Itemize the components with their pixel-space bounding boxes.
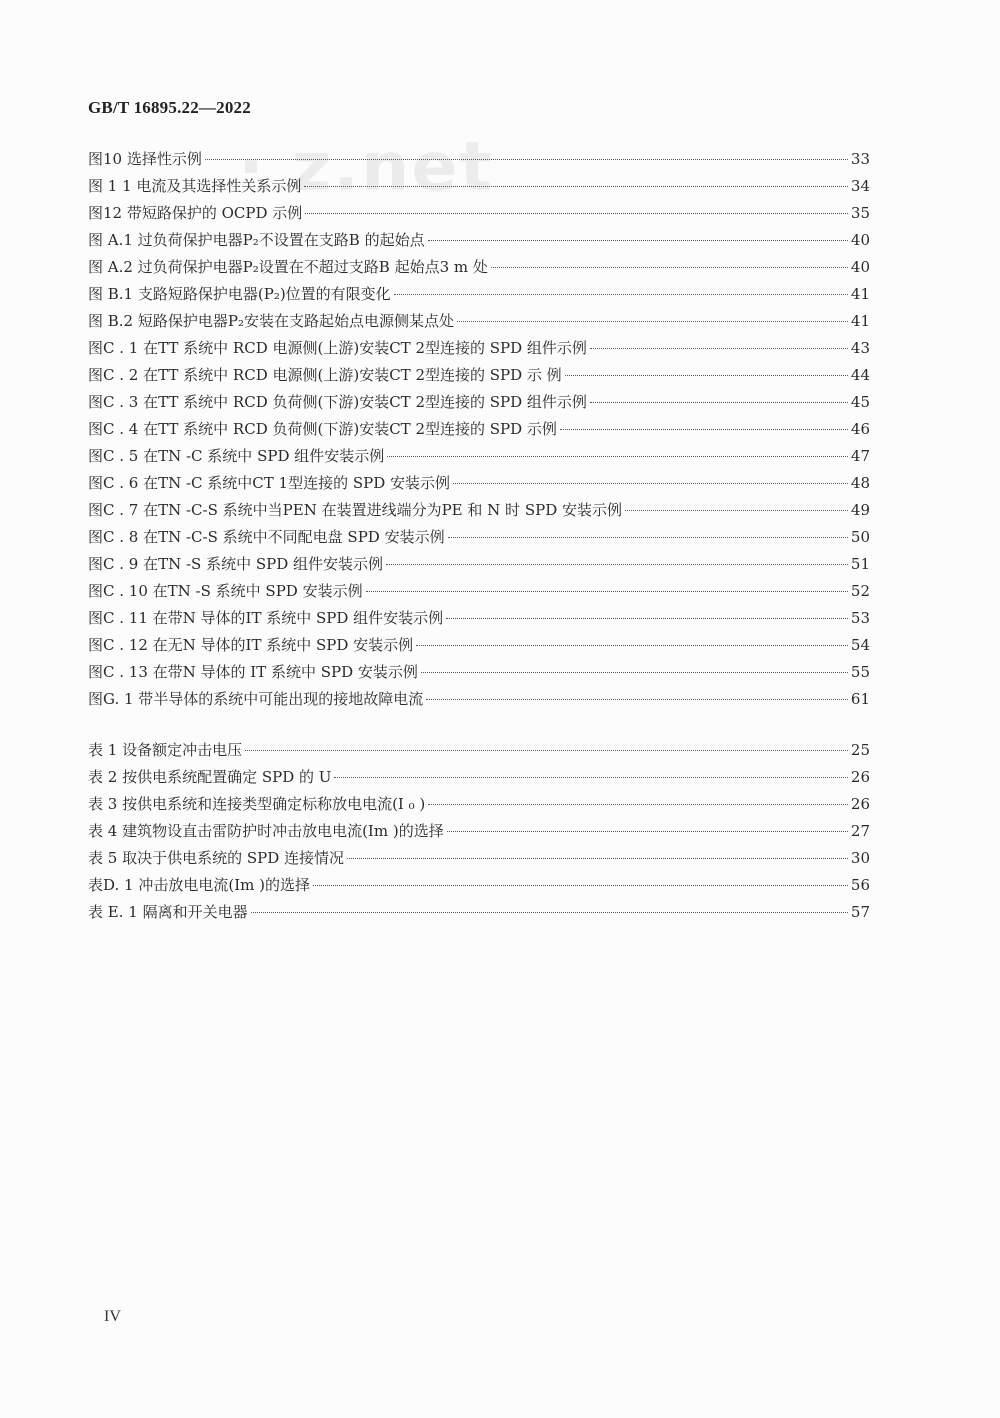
dot-leader — [428, 240, 848, 241]
entry-title: 图C . 9 在TN -S 系统中 SPD 组件安装示例 — [88, 555, 384, 573]
entry-title: 图C . 1 在TT 系统中 RCD 电源侧(上游)安装CT 2型连接的 SPD 组件示例 — [88, 339, 587, 357]
entry-page-number: 30 — [850, 849, 870, 867]
entry-page-number: 56 — [850, 876, 870, 894]
figure-entry[interactable] — [88, 524, 870, 551]
dot-leader — [448, 537, 848, 538]
figure-entry[interactable] — [88, 146, 870, 173]
dot-leader — [446, 618, 848, 619]
entry-title: 图 A.2 过负荷保护电器P₂设置在不超过支路B 起始点3 m 处 — [88, 258, 488, 276]
figure-entry[interactable] — [88, 659, 870, 686]
entry-title: 图C . 8 在TN -C-S 系统中不同配电盘 SPD 安装示例 — [88, 528, 445, 546]
dot-leader — [366, 591, 848, 592]
dot-leader — [491, 267, 848, 268]
page-number: IV — [104, 1308, 121, 1325]
entry-page-number: 61 — [850, 690, 870, 708]
dot-leader — [386, 564, 848, 565]
dot-leader — [205, 159, 848, 160]
entry-page-number: 54 — [850, 636, 870, 654]
dot-leader — [245, 750, 848, 751]
dot-leader — [394, 294, 848, 295]
figure-entry[interactable] — [88, 308, 870, 335]
entry-page-number: 33 — [850, 150, 870, 168]
entry-page-number: 26 — [850, 768, 870, 786]
entry-title: 图G. 1 带半导体的系统中可能出现的接地故障电流 — [88, 690, 424, 708]
table-entry[interactable] — [88, 764, 870, 791]
watermark: · z.net — [238, 128, 494, 207]
entry-page-number: 43 — [850, 339, 870, 357]
dot-leader — [447, 831, 848, 832]
table-entry[interactable] — [88, 845, 870, 872]
table-entry[interactable] — [88, 791, 870, 818]
figure-entry[interactable] — [88, 443, 870, 470]
entry-page-number: 57 — [850, 903, 870, 921]
entry-page-number: 50 — [850, 528, 870, 546]
figure-list — [88, 146, 870, 713]
table-entry[interactable] — [88, 899, 870, 926]
figure-entry[interactable] — [88, 173, 870, 200]
entry-title: 图10 选择性示例 — [88, 150, 202, 168]
entry-title: 图 A.1 过负荷保护电器P₂不设置在支路B 的起始点 — [88, 231, 425, 249]
dot-leader — [387, 456, 848, 457]
figure-entry[interactable] — [88, 686, 870, 713]
entry-title: 图 B.2 短路保护电器P₂安装在支路起始点电源侧某点处 — [88, 312, 454, 330]
entry-page-number: 48 — [850, 474, 870, 492]
dot-leader — [416, 645, 848, 646]
entry-page-number: 46 — [850, 420, 870, 438]
entry-title: 表 3 按供电系统和连接类型确定标称放电电流(I ₀ ) — [88, 795, 426, 813]
entry-page-number: 25 — [850, 741, 870, 759]
dot-leader — [426, 699, 848, 700]
table-entry[interactable] — [88, 737, 870, 764]
entry-title: 图C . 2 在TT 系统中 RCD 电源侧(上游)安装CT 2型连接的 SPD 示 例 — [88, 366, 562, 384]
figure-entry[interactable] — [88, 632, 870, 659]
figure-entry[interactable] — [88, 497, 870, 524]
entry-page-number: 26 — [850, 795, 870, 813]
entry-title: 表 5 取决于供电系统的 SPD 连接情况 — [88, 849, 345, 867]
entry-title: 图C . 13 在带N 导体的 IT 系统中 SPD 安装示例 — [88, 663, 418, 681]
dot-leader — [428, 804, 848, 805]
entry-title: 图 1 1 电流及其选择性关系示例 — [88, 177, 302, 195]
entry-title: 表 1 设备额定冲击电压 — [88, 741, 243, 759]
dot-leader — [625, 510, 848, 511]
entry-page-number: 27 — [850, 822, 870, 840]
entry-title: 图C . 11 在带N 导体的IT 系统中 SPD 组件安装示例 — [88, 609, 444, 627]
standard-code: GB/T 16895.22—2022 — [88, 98, 251, 117]
figure-entry[interactable] — [88, 416, 870, 443]
figure-entry[interactable] — [88, 281, 870, 308]
figure-entry[interactable] — [88, 335, 870, 362]
dot-leader — [590, 348, 848, 349]
figure-entry[interactable] — [88, 362, 870, 389]
entry-title: 表 2 按供电系统配置确定 SPD 的 U — [88, 768, 332, 786]
dot-leader — [457, 321, 848, 322]
figure-entry[interactable] — [88, 578, 870, 605]
table-entry[interactable] — [88, 872, 870, 899]
entry-title: 表 E. 1 隔离和开关电器 — [88, 903, 248, 921]
figure-entry[interactable] — [88, 254, 870, 281]
entry-page-number: 45 — [850, 393, 870, 411]
entry-page-number: 51 — [850, 555, 870, 573]
entry-page-number: 55 — [850, 663, 870, 681]
dot-leader — [251, 912, 848, 913]
entry-title: 图C . 12 在无N 导体的IT 系统中 SPD 安装示例 — [88, 636, 414, 654]
entry-page-number: 41 — [850, 285, 870, 303]
dot-leader — [334, 777, 847, 778]
dot-leader — [565, 375, 848, 376]
dot-leader — [453, 483, 848, 484]
entry-title: 图C . 3 在TT 系统中 RCD 负荷侧(下游)安装CT 2型连接的 SPD 组件示例 — [88, 393, 587, 411]
entry-page-number: 35 — [850, 204, 870, 222]
dot-leader — [347, 858, 848, 859]
dot-leader — [313, 885, 848, 886]
table-entry[interactable] — [88, 818, 870, 845]
figure-entry[interactable] — [88, 551, 870, 578]
entry-title: 表D. 1 冲击放电电流(Im )的选择 — [88, 876, 310, 894]
entry-page-number: 40 — [850, 231, 870, 249]
entry-title: 图C . 5 在TN -C 系统中 SPD 组件安装示例 — [88, 447, 385, 465]
figure-entry[interactable] — [88, 389, 870, 416]
dot-leader — [590, 402, 848, 403]
dot-leader — [305, 213, 848, 214]
dot-leader — [560, 429, 848, 430]
entry-page-number: 47 — [850, 447, 870, 465]
entry-title: 图12 带短路保护的 OCPD 示例 — [88, 204, 303, 222]
figure-entry[interactable] — [88, 605, 870, 632]
entry-title: 图C . 4 在TT 系统中 RCD 负荷侧(下游)安装CT 2型连接的 SPD 示例 — [88, 420, 557, 438]
entry-title: 图C . 6 在TN -C 系统中CT 1型连接的 SPD 安装示例 — [88, 474, 451, 492]
table-list — [88, 737, 870, 926]
entry-page-number: 41 — [850, 312, 870, 330]
figure-entry[interactable] — [88, 227, 870, 254]
dot-leader — [304, 186, 848, 187]
entry-title: 表 4 建筑物设直击雷防护时冲击放电电流(Im )的选择 — [88, 822, 444, 840]
entry-title: 图C . 10 在TN -S 系统中 SPD 安装示例 — [88, 582, 363, 600]
entry-page-number: 34 — [850, 177, 870, 195]
entry-page-number: 49 — [850, 501, 870, 519]
figure-entry[interactable] — [88, 470, 870, 497]
entry-page-number: 53 — [850, 609, 870, 627]
entry-title: 图 B.1 支路短路保护电器(P₂)位置的有限变化 — [88, 285, 391, 303]
figure-entry[interactable] — [88, 200, 870, 227]
dot-leader — [421, 672, 848, 673]
entry-page-number: 52 — [850, 582, 870, 600]
entry-page-number: 40 — [850, 258, 870, 276]
entry-page-number: 44 — [850, 366, 870, 384]
entry-title: 图C . 7 在TN -C-S 系统中当PEN 在装置进线端分为PE 和 N 时 SPD 安装示例 — [88, 501, 622, 519]
